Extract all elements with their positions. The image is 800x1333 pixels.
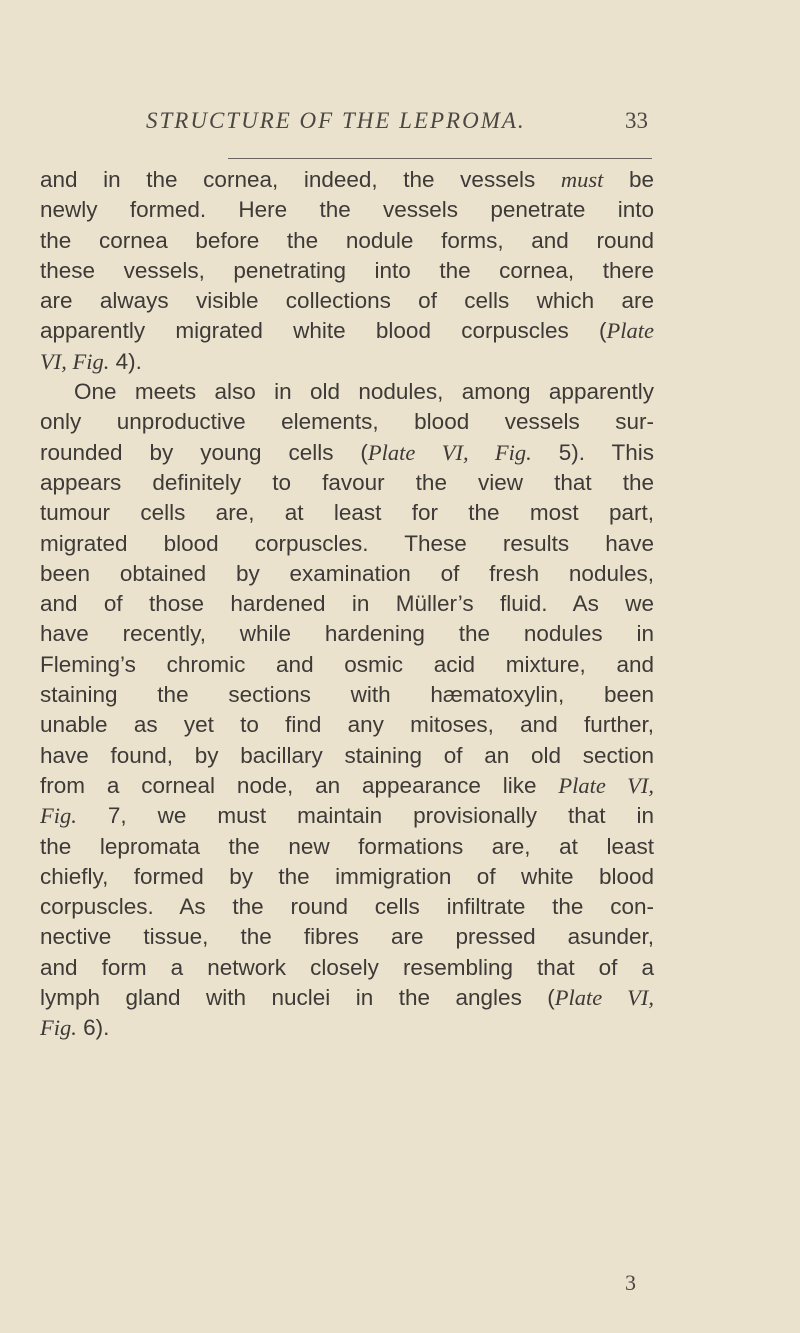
text-run: have found, by bacillary staining of an old section <box>40 742 654 768</box>
text-line <box>40 377 654 407</box>
italic-run: Fig. <box>40 803 77 829</box>
text-line <box>40 498 654 528</box>
italic-run: Plate VI, Fig. <box>367 439 532 465</box>
text-run: Fleming’s chromic and osmic acid mixture, and <box>40 651 654 677</box>
text-line <box>40 165 654 195</box>
text-line <box>40 710 654 740</box>
italic-run: Plate <box>606 318 654 344</box>
text-run: staining the sections with hæmatoxylin, been <box>40 682 654 708</box>
text-line <box>40 741 654 771</box>
text-run: tumour cells are, at least for the most part, <box>40 500 654 526</box>
text-line <box>40 316 654 346</box>
text-run: only unproductive elements, blood vessels sur- <box>40 409 654 435</box>
running-head: STRUCTURE OF THE LEPROMA. <box>146 108 526 133</box>
text-run: 6). <box>76 1015 110 1041</box>
text-line <box>40 892 654 922</box>
italic-run: Fig. <box>40 1015 77 1041</box>
italic-run: Plate VI, <box>554 985 654 1011</box>
text-line <box>40 922 654 952</box>
text-run: been obtained by examination of fresh nodules, <box>40 560 654 586</box>
text-run: are always visible collections of cells which are <box>40 288 654 314</box>
text-run: 7, we must maintain provisionally that in <box>76 803 654 829</box>
text-line <box>40 347 654 377</box>
text-run: and in the cornea, indeed, the vessels <box>40 167 561 192</box>
italic-run: must <box>560 167 604 192</box>
page-number: 33 <box>625 108 648 133</box>
text-run: newly formed. Here the vessels penetrate into <box>40 197 654 223</box>
text-run: from a corneal node, an appearance like <box>40 772 559 798</box>
text-line <box>40 953 654 983</box>
text-run: and form a network closely resembling that of a <box>40 954 654 980</box>
text-line <box>40 832 654 862</box>
text-line <box>40 801 654 831</box>
body-text <box>40 165 654 1044</box>
text-run: lymph gland with nuclei in the angles ( <box>40 985 555 1011</box>
text-line <box>40 256 654 286</box>
text-run: rounded by young cells ( <box>40 439 368 465</box>
header-rule <box>228 158 652 159</box>
text-line <box>40 468 654 498</box>
text-run: chiefly, formed by the immigration of white blood <box>40 863 654 889</box>
text-line <box>40 226 654 256</box>
text-line <box>40 771 654 801</box>
text-run: 4). <box>109 348 142 374</box>
text-run: and of those hardened in Müller’s fluid. As we <box>40 591 654 617</box>
text-line <box>40 619 654 649</box>
text-line <box>40 195 654 225</box>
text-run: appears definitely to favour the view that the <box>40 469 654 495</box>
italic-run: VI, Fig. <box>40 348 110 374</box>
text-line <box>40 589 654 619</box>
text-line <box>40 983 654 1013</box>
text-line <box>40 559 654 589</box>
text-line <box>40 680 654 710</box>
text-line <box>40 529 654 559</box>
text-run: these vessels, penetrating into the cornea, there <box>40 257 654 283</box>
text-run: One meets also in old nodules, among apparently <box>74 379 654 405</box>
text-line <box>40 438 654 468</box>
text-run: the cornea before the nodule forms, and round <box>40 227 654 253</box>
text-run: migrated blood corpuscles. These results have <box>40 530 654 556</box>
text-line <box>40 862 654 892</box>
text-run: nective tissue, the fibres are pressed asunder, <box>40 924 654 950</box>
text-run: have recently, while hardening the nodules in <box>40 621 654 647</box>
signature-mark: 3 <box>625 1270 636 1295</box>
text-line <box>40 286 654 316</box>
text-run: corpuscles. As the round cells infiltrate the con- <box>40 894 654 920</box>
text-run: be <box>603 167 654 192</box>
text-line <box>40 407 654 437</box>
italic-run: Plate VI, <box>558 772 654 798</box>
text-line <box>40 650 654 680</box>
text-run: 5). This <box>531 439 655 465</box>
text-line <box>40 1013 654 1043</box>
text-run: the lepromata the new formations are, at least <box>40 833 654 859</box>
text-run: apparently migrated white blood corpuscles ( <box>40 318 607 344</box>
text-run: unable as yet to find any mitoses, and further, <box>40 712 654 738</box>
